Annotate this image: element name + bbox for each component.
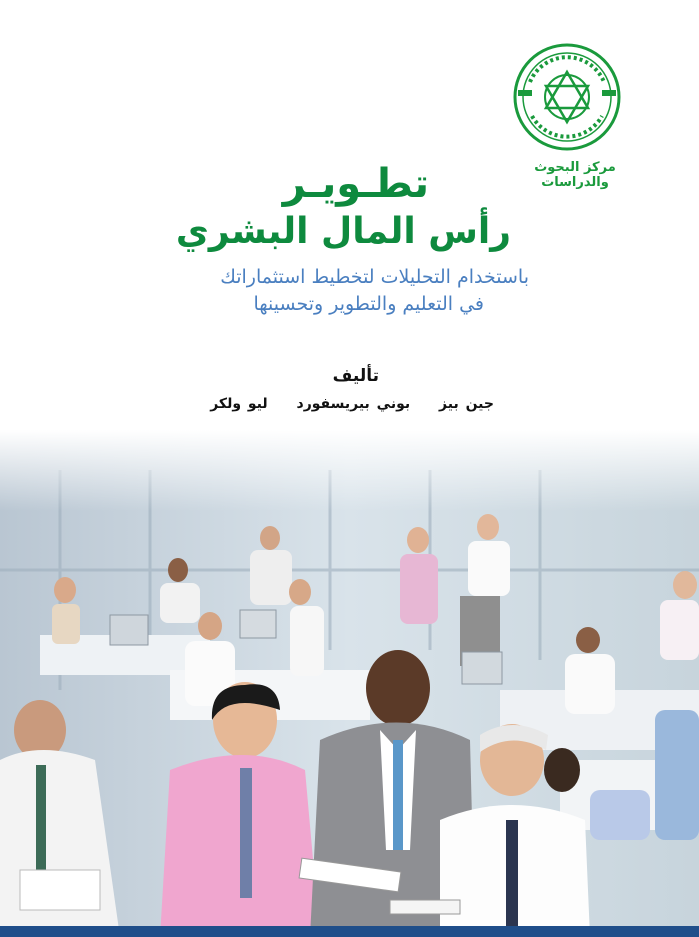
subtitle-line1: باستخدام التحليلات لتخطيط استثماراتك xyxy=(220,266,529,288)
authors-list xyxy=(188,396,494,412)
book-title-line1: تطـويـر xyxy=(282,161,429,207)
authors-label: تأليف xyxy=(332,366,379,386)
author-name: جين بيز xyxy=(439,396,494,412)
subtitle-line2: في التعليم والتطوير وتحسينها xyxy=(253,293,484,315)
institute-seal-logo xyxy=(512,42,622,152)
author-name: ليو ولكر xyxy=(210,396,268,412)
bottom-color-bar xyxy=(0,926,699,937)
book-title-line2: رأس المال البشري xyxy=(175,211,511,252)
author-name: بوني بيريسفورد xyxy=(296,396,411,412)
publisher-name: مركز البحوث والدراسات xyxy=(534,160,616,190)
office-team-photo xyxy=(0,430,699,937)
